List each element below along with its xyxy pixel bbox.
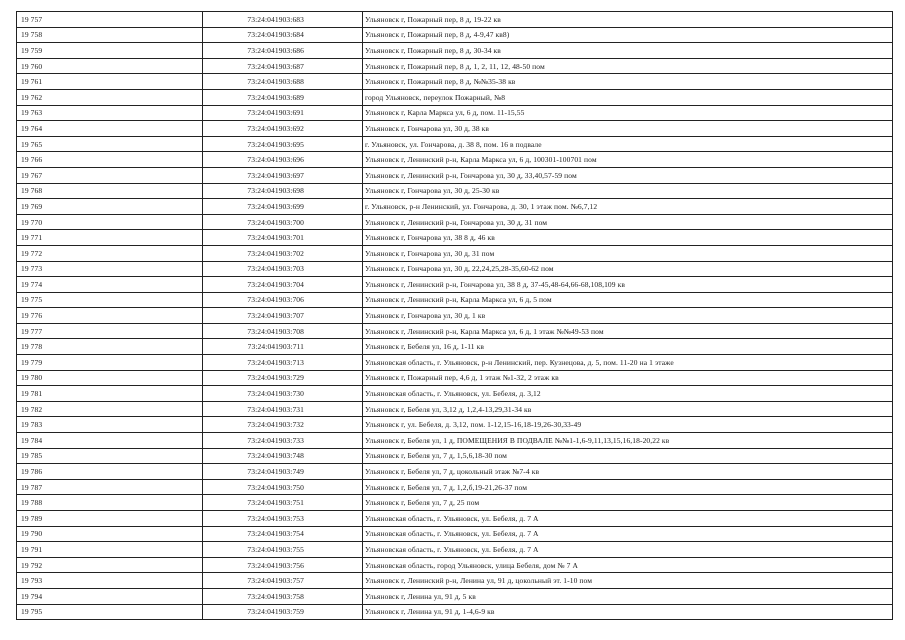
- row-number-cell: 19 785: [17, 448, 203, 464]
- table-row: [17, 245, 893, 261]
- address-cell: Ульяновск г, Ленинский р-н, Ленина ул, 91 д, цокольный эт. 1-10 пом: [363, 573, 893, 589]
- cadastral-table: [16, 11, 893, 620]
- address-cell: Ульяновск г, Гончарова ул, 30 д, 38 кв: [363, 121, 893, 137]
- address-cell: Ульяновск г, Ленина ул, 91 д, 5 кв: [363, 588, 893, 604]
- address-cell: г. Ульяновск, ул. Гончарова, д. 38 8, пом. 16 в подвале: [363, 136, 893, 152]
- cadastral-number-cell: 73:24:041903:695: [203, 136, 363, 152]
- address-cell: Ульяновск г, Бебеля ул, 7 д, 25 пом: [363, 495, 893, 511]
- address-cell: Ульяновск г, Бебеля ул, 3,12 д, 1,2,4-13,29,31-34 кв: [363, 401, 893, 417]
- address-cell: Ульяновск г, Ленинский р-н, Гончарова ул, 30 д, 31 пом: [363, 214, 893, 230]
- table-row: [17, 199, 893, 215]
- row-number-cell: 19 764: [17, 121, 203, 137]
- row-number-cell: 19 783: [17, 417, 203, 433]
- cadastral-number-cell: 73:24:041903:686: [203, 43, 363, 59]
- table-row: [17, 292, 893, 308]
- table-row: [17, 417, 893, 433]
- row-number-cell: 19 766: [17, 152, 203, 168]
- cadastral-number-cell: 73:24:041903:707: [203, 308, 363, 324]
- table-row: [17, 526, 893, 542]
- row-number-cell: 19 795: [17, 604, 203, 620]
- address-cell: Ульяновск г, Карла Маркса ул, 6 д, пом. 11-15,55: [363, 105, 893, 121]
- address-cell: Ульяновск г, Гончарова ул, 38 8 д, 46 кв: [363, 230, 893, 246]
- cadastral-number-cell: 73:24:041903:749: [203, 464, 363, 480]
- row-number-cell: 19 768: [17, 183, 203, 199]
- address-cell: Ульяновская область, г. Ульяновск, ул. Бебеля, д. 7 А: [363, 511, 893, 527]
- address-cell: Ульяновск г, Бебеля ул, 16 д, 1-11 кв: [363, 339, 893, 355]
- cadastral-number-cell: 73:24:041903:683: [203, 12, 363, 28]
- table-body: [17, 12, 893, 620]
- row-number-cell: 19 757: [17, 12, 203, 28]
- row-number-cell: 19 789: [17, 511, 203, 527]
- cadastral-number-cell: 73:24:041903:687: [203, 58, 363, 74]
- row-number-cell: 19 793: [17, 573, 203, 589]
- table-row: [17, 43, 893, 59]
- table-row: [17, 167, 893, 183]
- address-cell: Ульяновск г, Ленинский р-н, Карла Маркса ул, 6 д, 5 пом: [363, 292, 893, 308]
- address-cell: Ульяновск г, Бебеля ул, 7 д, 1,5,6,18-30 пом: [363, 448, 893, 464]
- address-cell: Ульяновск г, Гончарова ул, 30 д, 22,24,25,28-35,60-62 пом: [363, 261, 893, 277]
- table-row: [17, 448, 893, 464]
- address-cell: Ульяновск г, Гончарова ул, 30 д, 31 пом: [363, 245, 893, 261]
- cadastral-number-cell: 73:24:041903:697: [203, 167, 363, 183]
- address-cell: Ульяновск г, Ленинский р-н, Карла Маркса ул, 6 д, 1 этаж №№49-53 пом: [363, 323, 893, 339]
- address-cell: Ульяновск г, ул. Бебеля, д. 3,12, пом. 1-12,15-16,18-19,26-30,33-49: [363, 417, 893, 433]
- row-number-cell: 19 760: [17, 58, 203, 74]
- table-row: [17, 401, 893, 417]
- table-row: [17, 370, 893, 386]
- cadastral-number-cell: 73:24:041903:691: [203, 105, 363, 121]
- cadastral-number-cell: 73:24:041903:756: [203, 557, 363, 573]
- address-cell: Ульяновск г, Пожарный пер, 8 д, №№35-38 кв: [363, 74, 893, 90]
- row-number-cell: 19 782: [17, 401, 203, 417]
- row-number-cell: 19 763: [17, 105, 203, 121]
- address-cell: Ульяновск г, Ленинский р-н, Гончарова ул, 38 8 д, 37-45,48-64,66-68,108,109 кв: [363, 277, 893, 293]
- cadastral-number-cell: 73:24:041903:754: [203, 526, 363, 542]
- table-row: [17, 261, 893, 277]
- table-row: [17, 121, 893, 137]
- cadastral-number-cell: 73:24:041903:699: [203, 199, 363, 215]
- table-row: [17, 557, 893, 573]
- address-cell: Ульяновск г, Ленинский р-н, Гончарова ул, 30 д, 33,40,57-59 пом: [363, 167, 893, 183]
- row-number-cell: 19 773: [17, 261, 203, 277]
- cadastral-number-cell: 73:24:041903:688: [203, 74, 363, 90]
- cadastral-number-cell: 73:24:041903:751: [203, 495, 363, 511]
- address-cell: Ульяновск г, Бебеля ул, 7 д, 1,2,б,19-21,26-37 пом: [363, 479, 893, 495]
- table-row: [17, 214, 893, 230]
- cadastral-number-cell: 73:24:041903:711: [203, 339, 363, 355]
- address-cell: Ульяновская область, город Ульяновск, улица Бебеля, дом № 7 А: [363, 557, 893, 573]
- table-row: [17, 433, 893, 449]
- address-cell: Ульяновск г, Пожарный пер, 8 д, 19-22 кв: [363, 12, 893, 28]
- cadastral-number-cell: 73:24:041903:704: [203, 277, 363, 293]
- cadastral-number-cell: 73:24:041903:713: [203, 355, 363, 371]
- row-number-cell: 19 769: [17, 199, 203, 215]
- cadastral-number-cell: 73:24:041903:689: [203, 89, 363, 105]
- address-cell: Ульяновская область, г. Ульяновск, р-н Ленинский, пер. Кузнецова, д. 5, пом. 11-20 на 1 этаже: [363, 355, 893, 371]
- cadastral-number-cell: 73:24:041903:698: [203, 183, 363, 199]
- table-row: [17, 355, 893, 371]
- row-number-cell: 19 792: [17, 557, 203, 573]
- row-number-cell: 19 761: [17, 74, 203, 90]
- table-row: [17, 183, 893, 199]
- row-number-cell: 19 775: [17, 292, 203, 308]
- row-number-cell: 19 776: [17, 308, 203, 324]
- row-number-cell: 19 781: [17, 386, 203, 402]
- row-number-cell: 19 780: [17, 370, 203, 386]
- address-cell: Ульяновск г, Пожарный пер, 8 д, 1, 2, 11, 12, 48-50 пом: [363, 58, 893, 74]
- address-cell: Ульяновск г, Бебеля ул, 7 д, цокольный этаж №7-4 кв: [363, 464, 893, 480]
- cadastral-number-cell: 73:24:041903:758: [203, 588, 363, 604]
- address-cell: Ульяновская область, г. Ульяновск, ул. Бебеля, д. 7 А: [363, 542, 893, 558]
- row-number-cell: 19 794: [17, 588, 203, 604]
- address-cell: Ульяновская область, г. Ульяновск, ул. Бебеля, д. 7 А: [363, 526, 893, 542]
- table-row: [17, 105, 893, 121]
- table-row: [17, 152, 893, 168]
- table-row: [17, 74, 893, 90]
- table-row: [17, 511, 893, 527]
- row-number-cell: 19 777: [17, 323, 203, 339]
- cadastral-number-cell: 73:24:041903:748: [203, 448, 363, 464]
- row-number-cell: 19 778: [17, 339, 203, 355]
- cadastral-number-cell: 73:24:041903:684: [203, 27, 363, 43]
- table-row: [17, 464, 893, 480]
- table-row: [17, 323, 893, 339]
- row-number-cell: 19 774: [17, 277, 203, 293]
- cadastral-number-cell: 73:24:041903:708: [203, 323, 363, 339]
- address-cell: Ульяновск г, Гончарова ул, 30 д, 25-30 кв: [363, 183, 893, 199]
- cadastral-number-cell: 73:24:041903:753: [203, 511, 363, 527]
- address-cell: г. Ульяновск, р-н Ленинский, ул. Гончарова, д. 30, 1 этаж пом. №6,7,12: [363, 199, 893, 215]
- address-cell: Ульяновск г, Ленинский р-н, Карла Маркса ул, 6 д, 100301-100701 пом: [363, 152, 893, 168]
- table-row: [17, 58, 893, 74]
- cadastral-number-cell: 73:24:041903:730: [203, 386, 363, 402]
- address-cell: Ульяновск г, Ленина ул, 91 д, 1-4,6-9 кв: [363, 604, 893, 620]
- table-row: [17, 339, 893, 355]
- address-cell: Ульяновская область, г. Ульяновск, ул. Бебеля, д. 3,12: [363, 386, 893, 402]
- cadastral-number-cell: 73:24:041903:701: [203, 230, 363, 246]
- table-row: [17, 386, 893, 402]
- row-number-cell: 19 771: [17, 230, 203, 246]
- table-row: [17, 12, 893, 28]
- row-number-cell: 19 788: [17, 495, 203, 511]
- row-number-cell: 19 758: [17, 27, 203, 43]
- address-cell: Ульяновск г, Бебеля ул, 1 д, ПОМЕЩЕНИЯ В ПОДВАЛЕ №№1-1,6-9,11,13,15,16,18-20,22 кв: [363, 433, 893, 449]
- address-cell: Ульяновск г, Гончарова ул, 30 д, 1 кв: [363, 308, 893, 324]
- cadastral-number-cell: 73:24:041903:731: [203, 401, 363, 417]
- table-row: [17, 604, 893, 620]
- address-cell: Ульяновск г, Пожарный пер, 8 д, 4-9,47 кв8): [363, 27, 893, 43]
- table-row: [17, 308, 893, 324]
- cadastral-number-cell: 73:24:041903:692: [203, 121, 363, 137]
- cadastral-number-cell: 73:24:041903:700: [203, 214, 363, 230]
- cadastral-number-cell: 73:24:041903:757: [203, 573, 363, 589]
- row-number-cell: 19 790: [17, 526, 203, 542]
- table-row: [17, 27, 893, 43]
- cadastral-number-cell: 73:24:041903:706: [203, 292, 363, 308]
- cadastral-number-cell: 73:24:041903:733: [203, 433, 363, 449]
- registry-document: [16, 11, 892, 620]
- table-row: [17, 495, 893, 511]
- row-number-cell: 19 767: [17, 167, 203, 183]
- row-number-cell: 19 770: [17, 214, 203, 230]
- table-row: [17, 588, 893, 604]
- cadastral-number-cell: 73:24:041903:759: [203, 604, 363, 620]
- table-row: [17, 277, 893, 293]
- table-row: [17, 136, 893, 152]
- cadastral-number-cell: 73:24:041903:696: [203, 152, 363, 168]
- cadastral-number-cell: 73:24:041903:729: [203, 370, 363, 386]
- table-row: [17, 479, 893, 495]
- address-cell: город Ульяновск, переулок Пожарный, №8: [363, 89, 893, 105]
- address-cell: Ульяновск г, Пожарный пер, 4,6 д, 1 этаж №1-32, 2 этаж кв: [363, 370, 893, 386]
- row-number-cell: 19 786: [17, 464, 203, 480]
- row-number-cell: 19 784: [17, 433, 203, 449]
- table-row: [17, 542, 893, 558]
- table-row: [17, 230, 893, 246]
- cadastral-number-cell: 73:24:041903:702: [203, 245, 363, 261]
- cadastral-number-cell: 73:24:041903:750: [203, 479, 363, 495]
- row-number-cell: 19 787: [17, 479, 203, 495]
- cadastral-number-cell: 73:24:041903:755: [203, 542, 363, 558]
- row-number-cell: 19 765: [17, 136, 203, 152]
- row-number-cell: 19 772: [17, 245, 203, 261]
- address-cell: Ульяновск г, Пожарный пер, 8 д, 30-34 кв: [363, 43, 893, 59]
- row-number-cell: 19 759: [17, 43, 203, 59]
- cadastral-number-cell: 73:24:041903:732: [203, 417, 363, 433]
- table-row: [17, 89, 893, 105]
- table-row: [17, 573, 893, 589]
- cadastral-number-cell: 73:24:041903:703: [203, 261, 363, 277]
- row-number-cell: 19 779: [17, 355, 203, 371]
- row-number-cell: 19 791: [17, 542, 203, 558]
- row-number-cell: 19 762: [17, 89, 203, 105]
